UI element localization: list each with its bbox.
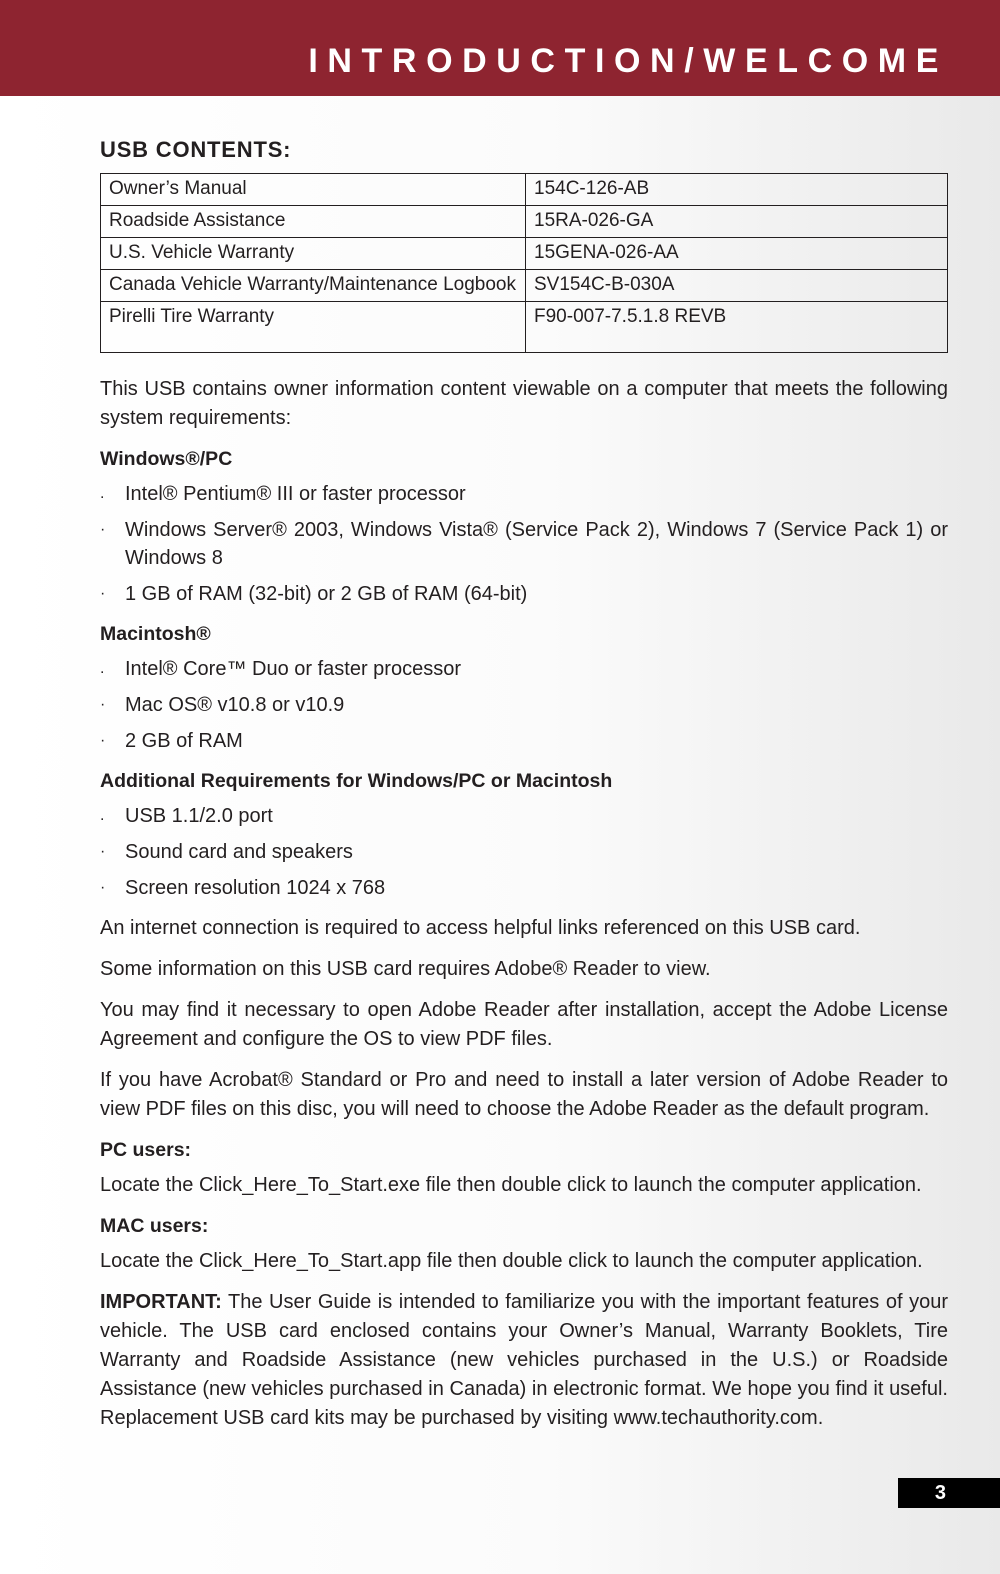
list-item-text: Intel® Pentium® III or faster processor xyxy=(125,483,466,505)
main-content xyxy=(100,136,948,1445)
list-item xyxy=(100,516,948,572)
list-item xyxy=(100,580,948,608)
mac-users-heading: MAC users: xyxy=(100,1215,209,1237)
table-cell-code: 15RA-026-GA xyxy=(526,206,948,238)
acrobat-paragraph: If you have Acrobat® Standard or Pro and need to install a later version of Adobe Reader to view PDF files on this disc, you will need to choose the Adobe Reader as the default program. xyxy=(100,1069,948,1120)
bullet-marker: · xyxy=(100,732,106,749)
pc-users-heading: PC users: xyxy=(100,1139,192,1161)
usb-contents-table xyxy=(100,173,948,353)
page-number: 3 xyxy=(934,1482,946,1504)
bullet-marker: · xyxy=(100,696,106,713)
bullet-marker: . xyxy=(100,485,105,502)
list-item-text: Screen resolution 1024 x 768 xyxy=(125,877,386,899)
list-item-text: 2 GB of RAM xyxy=(125,730,243,752)
intro-paragraph: This USB contains owner information content viewable on a computer that meets the following system requirements: xyxy=(100,378,948,429)
list-item-text: 1 GB of RAM (32-bit) or 2 GB of RAM (64-bit) xyxy=(125,583,528,605)
list-item xyxy=(100,480,948,508)
additional-requirements-list xyxy=(100,802,948,902)
list-item-text: Windows Server® 2003, Windows Vista® (Service Pack 2), Windows 7 (Service Pack 1) or Windows 8 xyxy=(125,519,948,569)
list-item xyxy=(100,655,948,683)
list-item xyxy=(100,802,948,830)
page-header-title: INTRODUCTION/WELCOME xyxy=(308,42,948,80)
table-row xyxy=(101,238,948,270)
list-item-text: Intel® Core™ Duo or faster processor xyxy=(125,658,461,680)
table-cell-document: Roadside Assistance xyxy=(101,206,526,238)
pc-users-paragraph: Locate the Click_Here_To_Start.exe file then double click to launch the computer application. xyxy=(100,1174,922,1196)
windows-requirements-list xyxy=(100,480,948,608)
adobe-required-paragraph: Some information on this USB card requires Adobe® Reader to view. xyxy=(100,958,711,980)
table-cell-document: U.S. Vehicle Warranty xyxy=(101,238,526,270)
table-cell-code: SV154C-B-030A xyxy=(526,270,948,302)
adobe-license-paragraph: You may find it necessary to open Adobe Reader after installation, accept the Adobe License Agreement and configure the OS to view PDF files. xyxy=(100,999,948,1050)
list-item-text: USB 1.1/2.0 port xyxy=(125,805,273,827)
page-number-box xyxy=(898,1478,1000,1508)
list-item-text: Sound card and speakers xyxy=(125,841,353,863)
table-cell-code: 154C-126-AB xyxy=(526,174,948,206)
additional-requirements-heading: Additional Requirements for Windows/PC or Macintosh xyxy=(100,770,613,792)
usb-contents-heading: USB CONTENTS: xyxy=(100,137,292,162)
internet-paragraph: An internet connection is required to access helpful links referenced on this USB card. xyxy=(100,917,861,939)
table-row xyxy=(101,174,948,206)
macintosh-heading: Macintosh® xyxy=(100,623,211,645)
bullet-marker: · xyxy=(100,521,106,538)
list-item xyxy=(100,874,948,902)
windows-heading: Windows®/PC xyxy=(100,448,233,470)
table-cell-document: Pirelli Tire Warranty xyxy=(101,302,526,353)
bullet-marker: · xyxy=(100,585,106,602)
header-band xyxy=(0,0,1000,96)
macintosh-requirements-list xyxy=(100,655,948,755)
important-label: IMPORTANT: xyxy=(100,1291,222,1313)
important-paragraph xyxy=(100,1288,948,1433)
table-cell-document: Canada Vehicle Warranty/Maintenance Logbook xyxy=(101,270,526,302)
list-item xyxy=(100,727,948,755)
table-row xyxy=(101,206,948,238)
list-item xyxy=(100,838,948,866)
table-cell-code: F90-007-7.5.1.8 REVB xyxy=(526,302,948,353)
mac-users-paragraph: Locate the Click_Here_To_Start.app file then double click to launch the computer application. xyxy=(100,1250,923,1272)
table-row xyxy=(101,270,948,302)
table-cell-document: Owner’s Manual xyxy=(101,174,526,206)
bullet-marker: . xyxy=(100,660,105,677)
list-item-text: Mac OS® v10.8 or v10.9 xyxy=(125,694,345,716)
list-item xyxy=(100,691,948,719)
bullet-marker: · xyxy=(100,843,106,860)
important-text: The User Guide is intended to familiarize you with the important features of your vehicle. The USB card enclosed contains your Owner’s Manual, Warranty Booklets, Tire Warranty and Roadside Assistance (new vehicles purchased in the U.S.) or Roadside Assistance (new vehicles purchased in Canada) in electronic format. We hope you find it useful. Replacement USB card kits may be purchased by visiting www.techauthority.com. xyxy=(100,1291,948,1429)
table-cell-code: 15GENA-026-AA xyxy=(526,238,948,270)
bullet-marker: · xyxy=(100,879,106,896)
table-row xyxy=(101,302,948,353)
bullet-marker: . xyxy=(100,807,105,824)
